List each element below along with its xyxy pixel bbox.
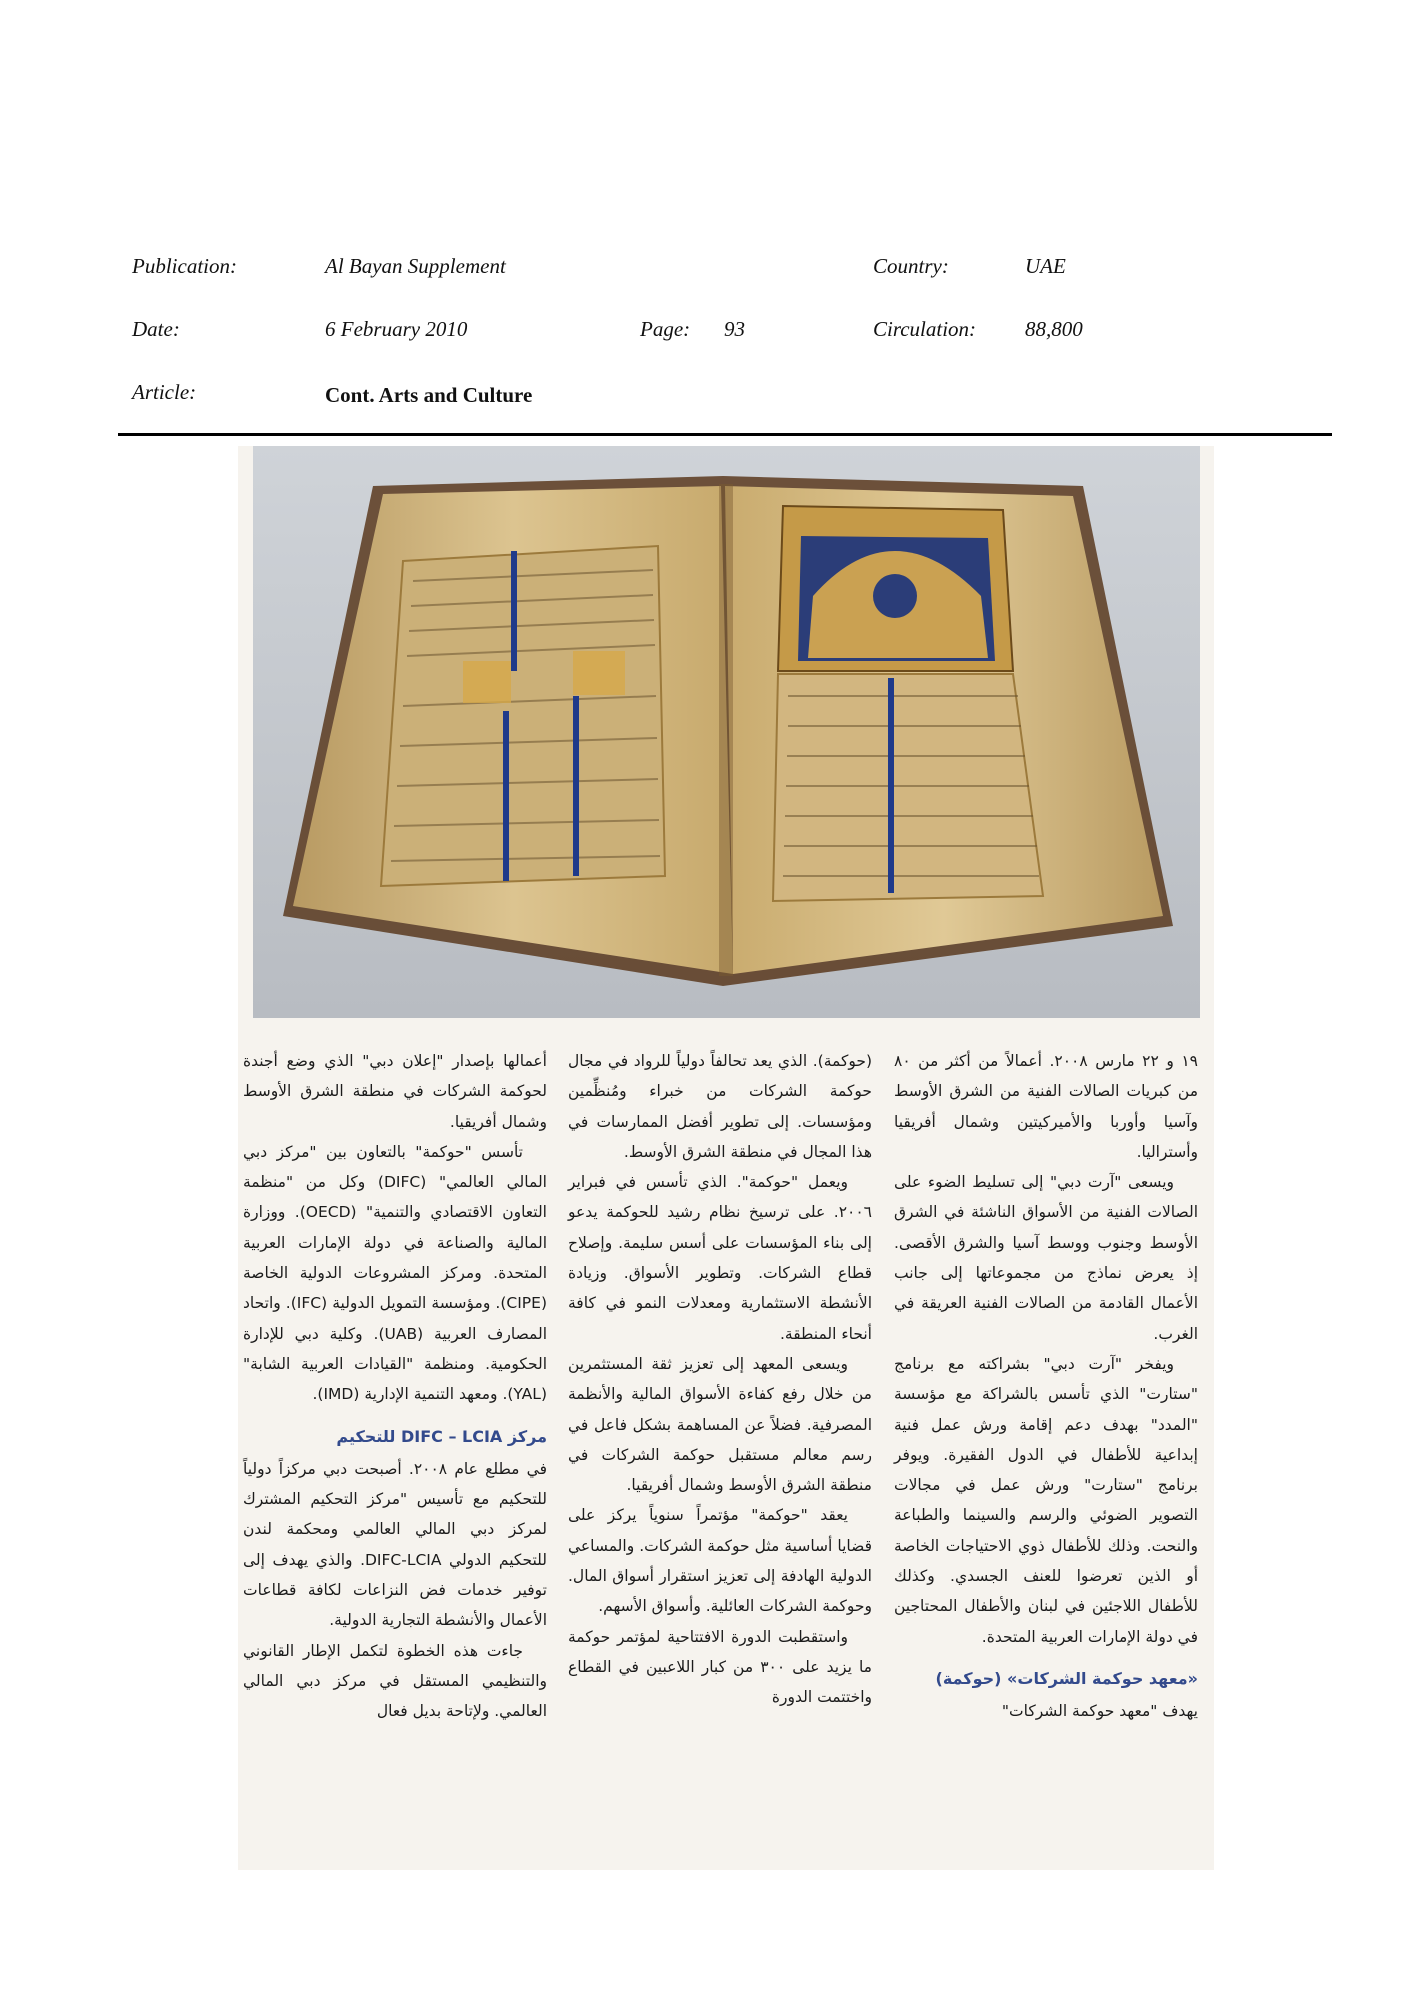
page-label: Page:	[640, 317, 691, 341]
date-value: 6 February 2010	[325, 317, 468, 341]
column-right-paragraph-4: يهدف "معهد حوكمة الشركات"	[1001, 1702, 1198, 1721]
circulation-label: Circulation:	[873, 317, 977, 341]
column-right-paragraph-2: ويسعى "آرت دبي" إلى تسليط الضوء على الصالات الفنية من الأسواق الناشئة في الشرق الأوسط وجنوب ووسط آسيا والشرق الأقصى. إذ يعرض نماذج من مجموعاتها إلى جانب الأعمال القادمة من الصالات الفنية العريقة في الغرب.	[894, 1173, 1198, 1343]
column-left-paragraph-1: أعمالها بإصدار "إعلان دبي" الذي وضع أجندة لحوكمة الشركات في منطقة الشرق الأوسط وشمال أفريقيا.	[243, 1052, 547, 1131]
hawkamah-subheading: «معهد حوكمة الشركات» (حوكمة)	[935, 1668, 1198, 1688]
column-middle-paragraph-4: يعقد "حوكمة" مؤتمراً سنوياً يركز على قضايا أساسية مثل حوكمة الشركات. والمساعي الدولية الهادفة إلى تعزيز استقرار أسواق المال. وحوكمة الشركات العائلية. وأسواق الأسهم.	[568, 1506, 872, 1616]
publication-value: Al Bayan Supplement	[325, 254, 506, 278]
column-middle-paragraph-1: (حوكمة). الذي يعد تحالفاً دولياً للرواد في مجال حوكمة الشركات من خبراء ومُنظِّمين ومؤسسات. إلى تطوير أفضل الممارسات في هذا المجال في منطقة الشرق الأوسط.	[568, 1052, 872, 1161]
article-title: Cont. Arts and Culture	[325, 383, 533, 407]
country-value: UAE	[1025, 254, 1066, 278]
article-column-middle	[568, 1046, 872, 1713]
difc-lcia-subheading: مركز DIFC – LCIA للتحكيم	[336, 1426, 547, 1446]
column-right-paragraph-1: ١٩ و ٢٢ مارس ٢٠٠٨. أعمالاً من أكثر من ٨٠ من كبريات الصالات الفنية من الشرق الأوسط وآسيا وأوربا والأميركيتين وشمال أفريقيا وأستراليا.	[894, 1052, 1198, 1161]
column-left-paragraph-4: جاءت هذه الخطوة لتكمل الإطار القانوني والتنظيمي المستقل في مركز دبي المالي العالمي. ولإتاحة بديل فعال	[243, 1641, 547, 1721]
column-middle-paragraph-3: ويسعى المعهد إلى تعزيز ثقة المستثمرين من خلال رفع كفاءة الأسواق المالية والأنظمة المصرفية. فضلاً عن المساهمة بشكل فاعل في رسم معالم مستقبل حوكمة الشركات في منطقة الشرق الأوسط وشمال أفريقيا.	[568, 1354, 872, 1495]
newspaper-clipping	[238, 446, 1214, 1870]
column-left-paragraph-2: تأسس "حوكمة" بالتعاون بين "مركز دبي المالي العالمي" (DIFC) وكل من "منظمة التعاون الاقتصادي والتنمية" (OECD). ووزارة المالية والصناعة في دولة الإمارات العربية المتحدة. ومركز المشروعات الدولية الخاصة (CIPE). ومؤسسة التمويل الدولية (IFC). واتحاد المصارف العربية (UAB). وكلية دبي للإدارة الحكومية. ومنظمة "القيادات العربية الشابة" (YAL). ومعهد التنمية الإدارية (IMD).	[243, 1142, 547, 1404]
country-label: Country:	[873, 254, 949, 278]
header-divider	[118, 433, 1332, 436]
publication-label: Publication:	[132, 254, 237, 278]
article-column-left	[243, 1046, 547, 1727]
column-middle-paragraph-5: واستقطبت الدورة الافتتاحية لمؤتمر حوكمة ما يزيد على ٣٠٠ من كبار اللاعبين في القطاع واختتمت الدورة	[568, 1627, 872, 1707]
column-middle-paragraph-2: ويعمل "حوكمة". الذي تأسس في فبراير ٢٠٠٦. على ترسيخ نظام رشيد للحوكمة يدعو إلى بناء المؤسسات على أسس سليمة. وإصلاح قطاع الشركات. وتطوير الأسواق. وزيادة الأنشطة الاستثمارية ومعدلات النمو في كافة أنحاء المنطقة.	[568, 1173, 872, 1343]
column-right-paragraph-3: ويفخر "آرت دبي" بشراكته مع برنامج "ستارت" الذي تأسس بالشراكة مع مؤسسة "المدد" بهدف دعم إقامة ورش عمل فنية إبداعية للأطفال في الدول الفقيرة. ويوفر برنامج "ستارت" ورش عمل في مجالات التصوير الضوئي والرسم والسينما والطباعة والنحت. وذلك للأطفال ذوي الاحتياجات الخاصة أو الذين تعرضوا للعنف الجسدي. وكذلك للأطفال اللاجئين في لبنان والأطفال المحتاجين في دولة الإمارات العربية المتحدة.	[894, 1354, 1198, 1646]
manuscript-photo	[253, 446, 1200, 1018]
article-column-right	[894, 1046, 1198, 1727]
page-value: 93	[724, 317, 745, 341]
column-left-paragraph-3: في مطلع عام ٢٠٠٨. أصبحت دبي مركزاً دولياً للتحكيم مع تأسيس "مركز التحكيم المشترك لمركز دبي المالي العالمي ومحكمة لندن للتحكيم الدولي DIFC-LCIA. والذي يهدف إلى توفير خدمات فض النزاعات لكافة قطاعات الأعمال والأنشطة التجارية الدولية.	[243, 1459, 547, 1630]
circulation-value: 88,800	[1025, 317, 1083, 341]
article-label: Article:	[132, 380, 197, 404]
date-label: Date:	[132, 317, 180, 341]
